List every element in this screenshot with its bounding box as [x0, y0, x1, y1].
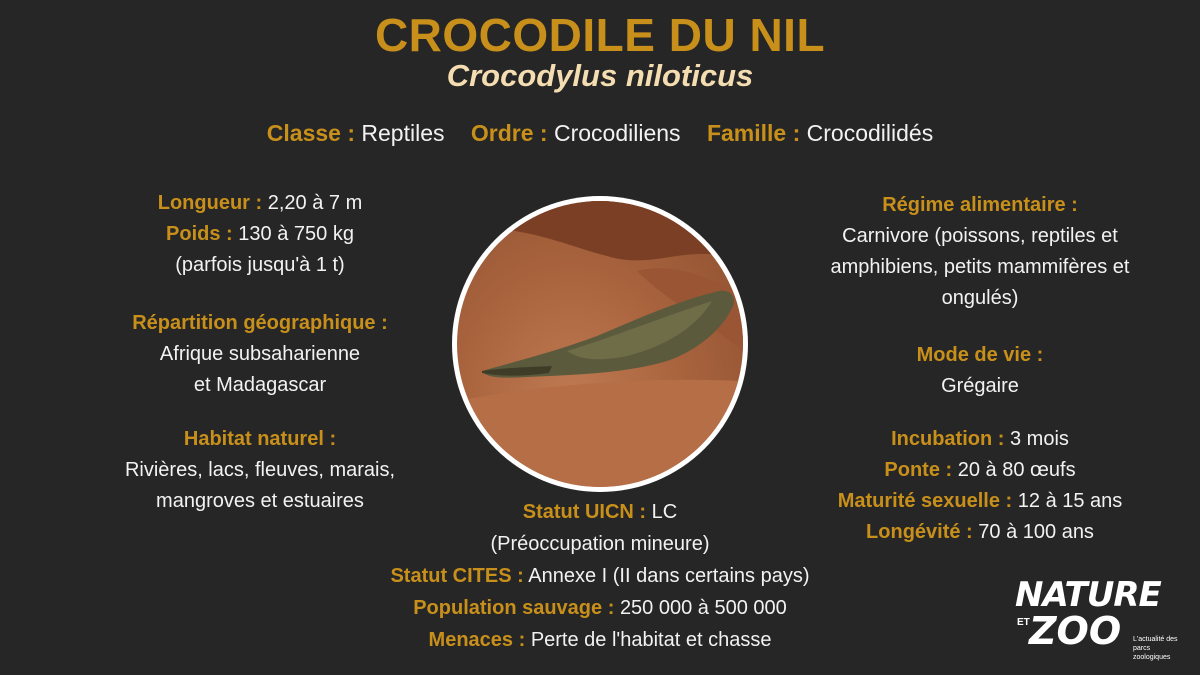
- taxonomy-class: [267, 120, 445, 146]
- lifestyle-value: Grégaire: [941, 375, 1019, 397]
- cites-value: Annexe I (II dans certains pays): [528, 565, 810, 587]
- logo-zoo-text: ZOO: [1029, 609, 1122, 653]
- crocodile-image: [457, 201, 743, 487]
- lifestyle-label: Mode de vie :: [916, 344, 1044, 366]
- taxonomy-order-label: Ordre :: [470, 120, 548, 146]
- longevity-value: 70 à 100 ans: [978, 521, 1094, 543]
- rock-overhang: [457, 201, 743, 261]
- weight-row: [80, 219, 440, 250]
- taxonomy-line: [0, 120, 1200, 147]
- iucn-note: (Préoccupation mineure): [490, 533, 710, 555]
- distribution-line2: et Madagascar: [193, 374, 327, 396]
- population-row: [340, 592, 860, 624]
- sandy-ground: [457, 380, 743, 487]
- page-title: CROCODILE DU NIL: [374, 9, 826, 61]
- length-label: Longueur :: [157, 192, 263, 214]
- crocodile-body: [482, 291, 734, 378]
- population-value: 250 000 à 500 000: [619, 597, 787, 619]
- maturity-label: Maturité sexuelle :: [837, 490, 1013, 512]
- longevity-label: Longévité :: [866, 521, 973, 543]
- taxonomy-family-value: Crocodilidés: [806, 120, 934, 146]
- diet-line1: Carnivore (poissons, reptiles et: [842, 225, 1118, 247]
- diet-label: Régime alimentaire :: [882, 194, 1078, 216]
- diet-block: [790, 190, 1170, 314]
- habitat-line1: Rivières, lacs, fleuves, marais,: [124, 459, 396, 481]
- laying-row: [790, 455, 1170, 486]
- diet-line3: ongulés): [941, 287, 1019, 309]
- incubation-row: [790, 424, 1170, 455]
- length-row: [80, 188, 440, 219]
- weight-label: Poids :: [166, 223, 233, 245]
- logo-tagline: L'actualité des parcs zoologiques: [1133, 636, 1178, 661]
- threats-label: Menaces :: [428, 629, 526, 651]
- crocodile-photo: [452, 196, 748, 492]
- logo-et-text: ET: [1017, 617, 1030, 628]
- habitat-label: Habitat naturel :: [183, 428, 337, 450]
- cites-row: [340, 560, 860, 592]
- incubation-value: 3 mois: [1009, 428, 1069, 450]
- taxonomy-order-value: Crocodiliens: [553, 120, 681, 146]
- incubation-label: Incubation :: [891, 428, 1005, 450]
- taxonomy-class-label: Classe :: [266, 120, 356, 146]
- laying-value: 20 à 80 œufs: [957, 459, 1076, 481]
- taxonomy-family: [707, 120, 933, 146]
- iucn-row: [340, 496, 860, 528]
- taxonomy-family-label: Famille :: [706, 120, 801, 146]
- length-value: 2,20 à 7 m: [267, 192, 363, 214]
- cites-label: Statut CITES :: [390, 565, 524, 587]
- nature-et-zoo-logo: [1015, 575, 1185, 665]
- taxonomy-order: [471, 120, 681, 146]
- crocodile-illustration: [457, 201, 743, 487]
- iucn-value: LC: [651, 501, 678, 523]
- threats-value: Perte de l'habitat et chasse: [530, 629, 772, 651]
- weight-note: (parfois jusqu'à 1 t): [175, 254, 345, 276]
- weight-value: 130 à 750 kg: [238, 223, 354, 245]
- threats-row: [340, 624, 860, 656]
- taxonomy-class-value: Reptiles: [361, 120, 445, 146]
- population-label: Population sauvage :: [413, 597, 615, 619]
- laying-label: Ponte :: [884, 459, 953, 481]
- scientific-name: Crocodylus niloticus: [446, 58, 754, 93]
- conservation-block: [340, 496, 860, 656]
- maturity-value: 12 à 15 ans: [1017, 490, 1123, 512]
- iucn-label: Statut UICN :: [522, 501, 647, 523]
- habitat-line2: mangroves et estuaires: [156, 490, 364, 512]
- distribution-line1: Afrique subsaharienne: [159, 343, 361, 365]
- distribution-block: [80, 308, 440, 401]
- diet-line2: amphibiens, petits mammifères et: [830, 256, 1130, 278]
- size-block: [80, 188, 440, 281]
- distribution-label: Répartition géographique :: [132, 312, 388, 334]
- logo-nature-text: NATURE: [1015, 575, 1161, 615]
- lifestyle-block: [790, 340, 1170, 402]
